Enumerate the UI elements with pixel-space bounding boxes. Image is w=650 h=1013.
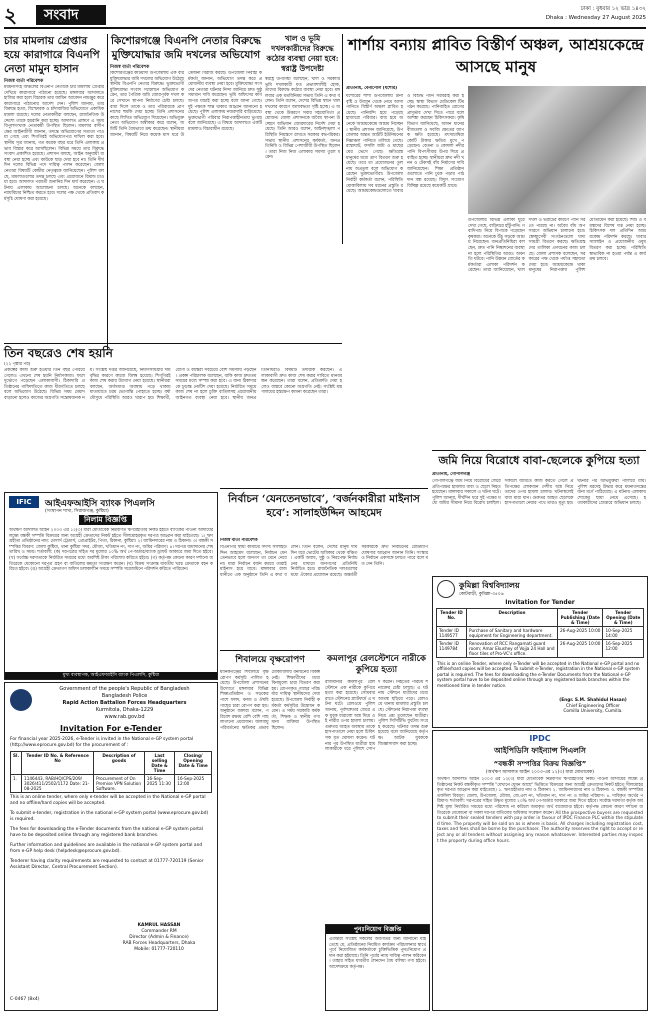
ipdc-sale-notice-ad [432,730,648,1011]
reappointment-notice-ad [325,924,430,1011]
story-5-headline: তিন বছরেও শেষ হয়নি [4,346,113,360]
rab-intro: For financial year 2025-2026, e-Tender is invited in the National e-GP system portal (http://www.eprocure.gov.bd) for the procurement of : [10,737,194,748]
section-rule [220,488,428,489]
university-signature: (Engr. S.M. Shahidul Hasan) Chief Engineering Officer Comilla University, Cumilla. [559,698,627,715]
date-bn: ঢাকা : বুধবার ১২ ভাদ্র ১৪৩২ [580,6,646,12]
date-en: Dhaka : Wednesday 27 August 2025 [545,15,646,21]
rab-ad-code: C-0467 (8x4) [10,997,40,1002]
page-number: ২ [4,3,18,27]
story-1-body: ময়মনসিংহ অঞ্চলের বিএনপি নেতাকে চার মামলায় গ্রেপ্তার দেখিয়ে কারাগারে পাঠানো হয়েছে। মঙ্গলবার আদালতে হাজির করা হলে বিচারক তার জামিন আবেদন নামঞ্জুর করে কারাগারে পাঠানোর আদেশ দেন। পুলিশ জানায়, তার বিরুদ্ধে হত্যা, বিস্ফোরক ও চাঁদাবাজির অভিযোগে একাধিক মামলা রয়েছে। দলের নেতাকর্মীরা বলছেন, রাজনৈতিক উদ্দেশ্যে তাকে হয়রানি করা হচ্ছে। আদালত প্রাঙ্গণে এ সময় বিপুলসংখ্যক নেতাকর্মী উপস্থিত ছিলেন। মামলার বাদীপক্ষের আইনজীবী জানান, তদন্তে অভিযোগের সত্যতা পাওয়া গেছে এবং শিগগিরই অভিযোগপত্র দাখিল করা হবে। স্থানীয় সূত্র জানায়, গত কয়েক বছর ধরে তিনি এলাকায় প্রভাব বিস্তার করে আসছিলেন। বিভিন্ন সময়ে তার বিরুদ্ধে সংবাদ প্রকাশিত হয়েছে। প্রশাসন বলছে, আইন অনুযায়ী ব্যবস্থা নেয়া হচ্ছে এবং কাউকে ছাড় দেয়া হবে না। তিনি দীর্ঘদিন দলের বিভিন্ন পদে দায়িত্ব পালন করেছেন। জেলা নেতারা বিষয়টি কেন্দ্রীয় নেতৃত্বকে জানিয়েছেন। পুলিশ বলছে, মামলাগুলোর তদন্ত চলছে এবং প্রয়োজনে রিমান্ড চাওয়া হবে। আদালত পরবর্তী শুনানির দিন ধার্য করেছেন। এ ঘটনায় এলাকায় আলোচনা চলছে। অনেকে বলছেন, ন্যায়বিচার নিশ্চিত করতে হবে। দলের পক্ষ থেকে প্রতিবাদ কর্মসূচি ঘোষণা করা হয়েছে। [4,85,104,202]
table-row: 1. 1146443, RAB/HQ/CPS/209/ 3026/411/2502/1172 Date: 21-08-2025 Procurement of On Premise VPN Solution Software. 16-Sep-2025 11:30 16-Sep-2025 12:00 [11,775,212,793]
story-6-reporter: নিজস্ব বার্তা পরিবেশক [220,538,258,543]
ipdc-logo: IPDC [529,734,551,743]
story-5-reporter: (২২ পৃষ্ঠার পর) [4,362,31,367]
story-2 [110,34,262,354]
story-6-headline: নির্বাচন ‘যেনতেনভাবে’, ‘বর্জনকারীরা মাইনাস হবে’: সালাহউদ্দিন আহমেদ [228,493,420,519]
rab-org-1: Government of the people's Republic of Bangladesh [59,686,190,692]
story-2-headline: কিশোরগঞ্জে বিএনপি নেতার বিরুদ্ধে মুক্তিযোদ্ধার জমি দখলের অভিযোগ [111,35,261,61]
rab-para-3: The fees for downloading the e-Tender documents from the national e-GP system portal have to be deposited online through any registered bank branches. [10,827,203,838]
university-tender-note: This is an online Tender, where only e-Tender will be accepted in the National e-GP portal and no offline/hard copies will be accepted. To submit e-Tender, registration in the National e-GP system portal is required. The fees for downloading the e-Tender Documents from the National e-GP system portal have to be deposited online through any registered bank branches within the mentioned time in tender notice. [437,661,640,688]
story-1-headline: চার মামলায় গ্রেপ্তার হয়ে কারাগারে বিএনপি নেতা মামুন হাসান [4,35,100,75]
ific-bank-name: আইএফআইসি ব্যাংক পিএলসি [45,499,155,509]
col-divider [107,34,108,350]
ific-footer: মুখ্য ব্যবস্থাপক, আইএফআইসি ব্যাংক পিএলসি, কুষ্টিয়া [5,672,217,679]
ific-sub: (সংস্থাপন শাখা, সিরাজগঞ্জ, কুষ্টিয়া) [45,509,109,514]
story-7-headline: জমি নিয়ে বিরোধে বাবা-ছেলেকে কুপিয়ে হত্যা [438,454,640,467]
ipdc-body: অর্থঋণ আদালত আইন ২০০৩ এর ১২(৩) ধারা মোতাবেক নিম্নবর্ণিত ঋণগ্রহীতার নিকট পাওনা আদায়ের লক্ষ্যে প্রতিষ্ঠানের নিকট বন্ধকীকৃত সম্পত্তি "যেখানে যেমন আছে" ভিত্তিতে বিক্রয়ের জন্য আগ্রহী ক্রেতাদের নিকট হইতে সীলমোহরকৃত দরপত্র আহ্বান করা যাইতেছে। ১. ঋণগ্রহীতার নাম ও ঠিকানা। ২. জামিনদারদের নাম ও ঠিকানা। ৩. বন্ধকী সম্পত্তির তফসিল বিবরণ: জেলা, উপজেলা, মৌজা, জে.এল নং, খতিয়ান নং, দাগ নং ও জমির পরিমাণ। ৪. দাবিকৃত অর্থের পরিমাণ। শর্তাবলী: দরপত্রের সহিত উদ্ধৃত মূল্যের ২০% অর্থ পে-অর্ডার আকারে জমা দিতে হইবে। সর্বোচ্চ দরদাতা কর্তৃক অবশিষ্ট মূল্য নির্ধারিত সময়ের মধ্যে পরিশোধ না করিলে জমাকৃত অর্থ বাজেয়াপ্ত হইবে। কর্তৃপক্ষ কোনো কারণ দর্শানো ব্যতিরেকে যেকোনো বা সকল দরপত্র বাতিলের অধিকার সংরক্ষণ করেন। All the prospective buyers are requested to submit their sealed tenders with pay order in favour of IPDC Finance PLC within the stipulated time. The property will be sold on as is where is basis. All charges including registration cost, taxes and fees shall be borne by the purchaser. The authority reserves the right to accept or reject any or all tenders without assigning any reason whatsoever. Interested parties may inspect the property during office hours. [437,777,643,844]
flood-photo [468,86,646,214]
story-3-body: স্বরাষ্ট্র উপদেষ্টা বলেছেন, খাল ও সরকারি ভূমি দখলকারী যত প্রভাবশালীই হোক, তাদের বিরুদ্ধে কঠোর ব্যবস্থা নেয়া হবে। মঙ্গলবার এক মতবিনিময় সভায় তিনি এ কথা বলেন। তিনি বলেন, দেশের বিভিন্ন স্থানে খাল দখলের কারণে জলাবদ্ধতা সৃষ্টি হচ্ছে। এ অবস্থা থেকে উত্তরণে সবার সহযোগিতা প্রয়োজন। জেলা প্রশাসনকে অবৈধ স্থাপনা উচ্ছেদে অভিযান জোরদারের নির্দেশ দেয়া হয়েছে। তিনি আরও বলেন, আইনশৃঙ্খলা পরিস্থিতি নিয়ন্ত্রণে রাখতে সরকার বদ্ধপরিকর। সভায় স্থানীয় প্রশাসনের কর্মকর্তা, জনপ্রতিনিধি ও বিভিন্ন পেশাজীবী উপস্থিত ছিলেন। তারা নিজ নিজ এলাকার সমস্যা তুলে ধরেন। [265,77,340,161]
story-1-reporter: নিজস্ব বার্তা পরিবেশক [4,79,44,84]
rab-org-2: Bangladesh Police [101,693,148,699]
story-4-body: যশোরের শার্শা উপজেলায় টানা বৃষ্টি ও উজান থেকে নেমে আসা পানিতে বিস্তীর্ণ অঞ্চল প্লাবিত হয়েছে। পানিবন্দি হয়ে পড়েছে হাজারো পরিবার। বাধ্য হয়ে অনেকে আশ্রয়কেন্দ্রে আশ্রয় নিচ্ছেন। স্থানীয় প্রশাসন জানিয়েছে, উপজেলার অন্তত আটটি ইউনিয়নের নিম্নাঞ্চল পানিতে তলিয়ে গেছে। রাস্তাঘাট, ফসলি জমি ও মাছের ঘের ভেসে গেছে। ক্ষতিগ্রস্ত মানুষের মধ্যে ত্রাণ বিতরণ শুরু হয়েছে। তবে তা প্রয়োজনের তুলনায় অপ্রতুল বলে অভিযোগ করেছেন ভুক্তভোগীরা। উপজেলা নির্বাহী কর্মকর্তা বলেন, পরিস্থিতি মোকাবিলায় সব ধরনের প্রস্তুতি রয়েছে। আশ্রয়কেন্দ্রগুলোতে খাবার ও বিশুদ্ধ পানি সরবরাহ করা হচ্ছে। স্বাস্থ্য বিভাগ মেডিকেল টিম গঠন করেছে। পানিবাহিত রোগের প্রাদুর্ভাব দেখা দিতে পারে বলে আশঙ্কা করছেন চিকিৎসকরা। কৃষি বিভাগ জানিয়েছে, আমন ধানের বীজতলা ও সবজি ক্ষেতের ব্যাপক ক্ষতি হয়েছে। মৎস্যচাষিরা কোটি টাকার ক্ষতির মুখে পড়েছেন। বেতনা ও কোদলা নদীর পানি বিপৎসীমার উপর দিয়ে প্রবাহিত হচ্ছে। স্থানীয়রা দ্রুত নদী খনন ও টেকসই বাঁধ নির্মাণের দাবি জানিয়েছেন। শিক্ষা প্রতিষ্ঠানগুলোতে পানি ঢুকে পড়ায় পাঠদান বন্ধ রয়েছে। বিদ্যুৎ সংযোগ বিচ্ছিন্ন রয়েছে কয়েকটি গ্রামে। [346,94,464,195]
university-tender-title: Invitation for Tender [505,599,575,606]
col-divider [342,34,343,244]
ipdc-sub: (অর্থঋণ আদালত আইন ২০০৩-এর ১২(৩) ধারা মোতাবেক) [485,770,595,775]
ific-body: অর্থঋণ আদালত আইন ২০০৩ এর ১২(৩) ধারা মোতাবেক নিম্নবর্ণিত ঋণগ্রহীতার নিকট হইতে ব্যাংকের পাওনা আদায়ের লক্ষ্যে বন্ধকী সম্পত্তি বিক্রয়ের জন্য আগ্রহী ক্রেতাদের নিকট হইতে সীলমোহরকৃত দরপত্র আহ্বান করা যাইতেছে। ১। ঋণগ্রহীতা প্রতিষ্ঠানের নাম: মেসার্স ট্রেডার্স, প্রোপ্রাইটর, পিতা, ঠিকানা, কুষ্টিয়া। ২। জামিনদারের নাম ও ঠিকানা। ৩। বন্ধকী সম্পত্তির বিবরণ: জেলা কুষ্টিয়া, থানা কুষ্টিয়া সদর, মৌজা, খতিয়ান নং, দাগ নং, জমির পরিমাণ। ৪। দরপত্র জমাদানের শেষ তারিখ ও সময়। শর্তাবলী: (ক) দরপত্রের সহিত দর মূল্যের ১০% অর্থ পে-অর্ডার/ব্যাংক ড্রাফট আকারে জমা দিতে হইবে। (খ) সর্বোচ্চ দরদাতাকে নির্ধারিত সময়ের মধ্যে অবশিষ্ট টাকা পরিশোধ করিতে হইবে। (গ) কর্তৃপক্ষ কোনো কারণ দর্শানো ব্যতিরেকে যেকোনো দরপত্র গ্রহণ বা বাতিলের ক্ষমতা সংরক্ষণ করেন। (ঘ) বিক্রয় সংক্রান্ত যাবতীয় খরচ ক্রেতাকে বহন করিতে হইবে। (ঙ) আগ্রহী ক্রেতাগণ অফিস চলাকালীন সময়ে সম্পত্তি সরেজমিনে পরিদর্শন করিতে পারিবেন। [9,528,213,573]
notice-body: এতদ্বারা সংশ্লিষ্ট সকলের অবগতির জন্য জানানো যাইতেছে যে, প্রতিষ্ঠানের নিয়মিত কার্যক্রম পরিচালনার স্বার্থে পূর্বে নিয়োজিত কর্মকর্তাকে চুক্তিভিত্তিক পুনঃনিয়োগ প্রদান করা হইয়াছে। তিনি পূর্বের ন্যায় দায়িত্ব পালন করিবেন। তাহার সহিত যাবতীয় লেনদেন বৈধ বলিয়া গণ্য হইবে। আদেশক্রমে কর্তৃপক্ষ। [329,937,426,970]
masthead [4,4,646,26]
section-rule [432,450,646,451]
table-header-row: Sl. Tender ID No. & Reference No Description of goods Last selling Date & Time Closing/ Opening Date & Time [11,752,212,775]
section-rule [4,343,342,344]
rab-org-4: Kurmitola, Dhaka-1229 [95,707,154,713]
story-6-body: বিএনপির স্থায়ী কমিটির সদস্য সালাহউদ্দিন আহমেদ বলেছেন, নির্বাচন যেনতেনভাবে হলে জনগণ তা মেনে নেবে না। যারা নির্বাচন বর্জন করবে তারাই মাইনাস হয়ে যাবে। মঙ্গলবার রাজধানীতে এক অনুষ্ঠানে তিনি এ কথা বলেন। তিনি বলেন, দেশের মানুষ দীর্ঘদিন ধরে ভোটের অধিকার থেকে বঞ্চিত। একটি অবাধ, সুষ্ঠু ও নিরপেক্ষ নির্বাচনের মাধ্যমে জনগণের প্রতিনিধি নির্বাচিত হবে। রাজনৈতিক দলগুলোর মধ্যে ঐক্যের প্রয়োজন রয়েছে। অন্তর্বর্তী সরকারকে দ্রুত নির্বাচনের রোডম্যাপ ঘোষণার আহ্বান জানান তিনি। সংস্কার ও নির্বাচন একসঙ্গে চলতে পারে বলে মত দেন তিনি। [220,545,428,578]
ific-logo: IFIC [9,496,39,508]
story-3-headline: খাল ও ভূমি দখলকারীদের বিরুদ্ধে কঠোর ব্যবস্থা নেয়া হবে: স্বরাষ্ট্র উপদেষ্টা [266,34,339,73]
story-2-reporter: নিজস্ব বার্তা পরিবেশক [110,65,150,70]
story-7-body: গোপালগঞ্জে জমি নিয়ে বিরোধের জেরে প্রতিপক্ষের হামলায় বাবা ও ছেলে নিহত হয়েছেন। মঙ্গলবার সকালে এ ঘটনা ঘটে। পুলিশ জানায়, দীর্ঘদিন ধরে দুই পক্ষের মধ্যে জমির সীমানা নিয়ে বিরোধ চলছিল। সকালে জমিতে কাজ করতে গেলে প্রতিপক্ষের লোকজন দেশীয় অস্ত্র নিয়ে তাদের ওপর হামলা চালায়। ঘটনাস্থলেই বাবা মারা যান। গুরুতর আহত ছেলেকে হাসপাতালে নেয়ার পথে তারও মৃত্যু হয়। ঘটনার পর অভিযুক্তরা পালিয়ে যায়। পুলিশ মরদেহ উদ্ধার করে ময়নাতদন্তের জন্য মর্গে পাঠিয়েছে। এ ঘটনায় এলাকায় শোকের ছায়া নেমে এসেছে। হত্যাকারীদের গ্রেপ্তারে অভিযান চলছে। [432,479,646,507]
story-8-body: মানিকগঞ্জের শিবালয়ে বৃক্ষরোপণ কর্মসূচি পালিত হয়েছে। উপজেলা প্রশাসনের উদ্যোগে মঙ্গলবার বিভিন্ন শিক্ষাপ্রতিষ্ঠান ও সড়কের পাশে ফলদ, বনজ ও ঔষধি গাছের চারা রোপণ করা হয়। অনুষ্ঠানে বক্তারা বলেন, পরিবেশ রক্ষায় বেশি বেশি গাছ লাগানো প্রয়োজন। জলবায়ু পরিবর্তনের ক্ষতিকর প্রভাব মোকাবিলায় বনায়নের বিকল্প নেই। শিক্ষার্থীদের মধ্যে বিনামূল্যে চারা বিতরণ করা হয়। রোপণকৃত গাছের পরিচর্যার দায়িত্ব স্থানীয়দের দেয়া হয়েছে। উপজেলা নির্বাহী কর্মকর্তা কর্মসূচির উদ্বোধন করেন। এ সময় সরকারি কর্মকর্তা, শিক্ষক ও স্থানীয় গণ্যমান্য ব্যক্তিরা উপস্থিত ছিলেন। [220,670,320,731]
ific-auction-ad [4,492,218,680]
story-9-body: রাজধানীর কমলাপুর রেলস্টেশনে এক নারীকে কুপিয়ে হত্যা করা হয়েছে। সোমবার রাতে স্টেশনের প্ল্যাটফর্মে এ ঘটনা ঘটে। রেলওয়ে পুলিশ জানায়, পূর্বশত্রুতার জেরে এক যুবক ধারালো অস্ত্র দিয়ে ওই নারীর ওপর হামলা চালায়। গুরুতর আহত অবস্থায় তাকে হাসপাতালে নেয়া হলে চিকিৎসক মৃত ঘোষণা করেন। ঘটনার পর উপস্থিত যাত্রীরা হামলাকারীকে ধরে পুলিশে সোপর্দ করেন। নিহতের পরিচয় শনাক্তের চেষ্টা চলছে। এ ঘটনায় স্টেশনে যাত্রীদের মধ্যে আতঙ্ক ছড়িয়ে পড়ে। রেলওয়ে থানায় মামলার প্রস্তুতি চলছে। স্টেশনের নিরাপত্তা ব্যবস্থা নিয়ে প্রশ্ন তুলেছেন যাত্রীরা। পুলিশ সিসিটিভি ফুটেজ সংগ্রহ করেছে। ঘটনার তদন্ত শুরু হয়েছে বলে জানিয়েছে কর্তৃপক্ষ। আটক যুবককে জিজ্ঞাসাবাদ করা হচ্ছে। [325,680,428,753]
masthead-rule [4,27,646,29]
table-header-row: Tender ID No. Description Tender Publishing (Date & Time) Tender Opening (Date & Time) [437,609,644,627]
ific-notice-title: নিলাম বিজ্ঞপ্তি [79,515,132,525]
rab-etender-ad [4,682,218,1011]
rab-para-1: This is an online tender, where only e-tender will be accepted in the National e-GP portal and no offline/hard copies will be accepted. [10,795,206,806]
story-7-reporter: প্রতিনিধি, গোপালগঞ্জ [432,472,470,477]
rab-para-5: Tenderer having clarity requirements are requested to contact at 01777-720119 (Senior Assistant Director, Central Procurement Section). [10,859,204,870]
story-8-headline: শিবালয়ে বৃক্ষরোপণ [235,655,305,665]
university-tender-table [436,608,644,658]
rab-tender-table [10,751,212,793]
story-5-body: প্রকল্পের কাজ শুরু হওয়ার তিন বছর পেরিয়ে গেলেও এখনো শেষ হয়নি নির্মাণকাজ। ফলে দুর্ভোগে পড়েছেন এলাকাবাসী। ঠিকাদারি প্রতিষ্ঠানের গাফিলতিতে কাজ ধীরগতিতে চলছে বলে অভিযোগ উঠেছে। বিভিন্ন সময় মেয়াদ বাড়ানো হলেও কাজের অগ্রগতি সন্তোষজনক নয়। সংশ্লিষ্ট দপ্তর জানিয়েছে, নির্মাণসামগ্রীর দাম বৃদ্ধির কারণে কাজে বিলম্ব হয়েছে। শিগগিরই কাজ শেষ করার উদ্যোগ নেয়া হয়েছে। স্থানীয়রা বলছেন, অর্ধসমাপ্ত অবস্থায় পড়ে থাকায় যাতায়াতে চরম ভোগান্তি পোহাতে হচ্ছে। বর্ষা মৌসুমে পরিস্থিতি আরও খারাপ হয়। শিক্ষার্থী, রোগী ও বয়স্করা সবচেয়ে বেশি সমস্যায় পড়ছেন। প্রকল্প পরিচালক বলেছেন, বাকি কাজ দ্রুততম সময়ের মধ্যে সম্পন্ন করা হবে। এ জন্য ঠিকাদারকে চূড়ান্ত নোটিশ দেয়া হয়েছে। নির্ধারিত সময়ে কাজ শেষ না হলে চুক্তি বাতিলসহ প্রয়োজনীয় আইনগত ব্যবস্থা নেয়া হবে। স্থানীয় জনপ্রতিনিধিরাও বিষয়টি তদারকি করছেন। এলাকাবাসী দ্রুত কাজ শেষ করার দাবিতে মানববন্ধন করেছেন। তারা বলেন, প্রতিশ্রুতি দেয়া হলেও বাস্তবে কোনো অগ্রগতি নেই। সংশ্লিষ্ট মন্ত্রণালয়ের হস্তক্ষেপ কামনা করেছেন তারা। [4,368,342,401]
story-4-headline: শার্শায় বন্যায় প্লাবিত বিস্তীর্ণ অঞ্চল, আশ্রয়কেন্দ্রে আসছে মানুষ [348,35,644,76]
table-row: Tender ID 1149784 Renovation of RCC Rangamati guard room; Amar Ekushey of Vojja 24 Hall and floor tiles of Pro-VC's office. 26-Aug-2025 10:00 16-Sep-2025 12:00 [437,640,644,658]
table-row: Tender ID 1149577 Purchase of Sanitary and hardware equipment for Engineering department. 26-Aug-2025 10:00 10-Sep-2025 14:00 [437,627,644,640]
ipdc-title: “বন্ধকী সম্পত্তির বিক্রয় বিজ্ঞপ্তি” [493,760,587,768]
story-1 [4,34,104,359]
paper-logo: সংবাদ [36,5,106,25]
rab-para-2: To submit e-tender, registration in the national e-GP system portal (www.eprocure.gov.bd) is required. [10,811,209,822]
story-4-body-cont: উপজেলার বিভিন্ন এলাকা ঘুরে দেখা গেছে, বাড়িঘরে হাঁটুপানি। গবাদিপশু নিয়ে বিপাকে পড়েছেন কৃষকরা। অনেকে উঁচু সড়কে আশ্রয় নিয়েছেন। জনপ্রতিনিধিরা বলছেন, দ্রুত পানি নিষ্কাশনের ব্যবস্থা না হলে পরিস্থিতির আরও অবনতি ঘটবে। পানি উন্নয়ন বোর্ডের কর্মকর্তারা এলাকা পরিদর্শন করেছেন। তারা জানিয়েছেন, খাল দখল ও ভরাটের কারণে পানি সরতে পারছে না। অবৈধ বাঁধ অপসারণে অভিযান চালানো হবে। স্বেচ্ছাসেবী সংগঠনগুলো খাদ্যসামগ্রী বিতরণ করছে। ক্ষতিগ্রস্তদের তালিকা প্রণয়নের কাজ চলছে। জেলা প্রশাসক বলেছেন, সরকারের পক্ষ থেকে পর্যাপ্ত সহায়তা দেয়া হবে। আশ্রয়কেন্দ্রে থাকা মানুষের নিরাপত্তায় পুলিশ মোতায়েন করা হয়েছে। শিশু ও বয়স্কদের বিশেষ যত্ন নেয়া হচ্ছে। চিকিৎসক দল প্রতিদিন আশ্রয়কেন্দ্র পরিদর্শন করছে। খাবার স্যালাইন ও প্রয়োজনীয় ওষুধ বিতরণ করা হচ্ছে। পরিস্থিতি স্বাভাবিক না হওয়া পর্যন্ত এ কার্যক্রম চলবে। [468,218,646,274]
story-4-reporter: প্রতিনিধি, বেনাপোল (যশোর) [346,86,398,91]
university-tender-ad [432,576,648,728]
university-logo [437,580,455,598]
rab-para-4: Further information and guidelines are available in the national e-GP system portal and from e-GP help desk (helpdesk@eprocure.gov.bd). [10,843,203,854]
rab-org-3: Rapid Action Battalion Forces Headquarters [62,700,187,706]
ipdc-name: আইপিডিসি ফাইন্যান্স পিএলসি [494,746,586,755]
section-rule [220,650,320,651]
rab-website[interactable]: www.rab.gov.bd [104,714,145,720]
rab-signature: KAMRUL HASSAN Commander RM Director (Admin & Finance) RAB Forces Headquarters, Dhaka Mobile: 01777-720110 [122,923,196,952]
story-9-headline: কমলাপুর রেলস্টেশনে নারীকে কুপিয়ে হত্যা [327,654,426,675]
university-name: কুমিল্লা বিশ্ববিদ্যালয় [459,581,520,590]
university-address: কোটবাড়ী, কুমিল্লা-৩৫০৬ [459,592,504,597]
story-3 [265,34,340,354]
rab-logo [10,689,32,711]
story-2-body: কিশোরগঞ্জের কটিয়াদী উপজেলায় এক বীর মুক্তিযোদ্ধার জমি দখলের অভিযোগ উঠেছে স্থানীয় বিএনপি নেতার বিরুদ্ধে। ভুক্তভোগী মুক্তিযোদ্ধা সংবাদ সম্মেলনে অভিযোগ করেন, তার পৈত্রিক জমি জোরপূর্বক দখল করে সেখানে স্থাপনা নির্মাণের চেষ্টা চলছে। বাধা দিলে তাকে ও তার পরিবারকে প্রাণনাশের হুমকি দেয়া হচ্ছে। তিনি প্রশাসনের কাছে লিখিত অভিযোগ দিয়েছেন। অভিযুক্ত নেতা অভিযোগ অস্বীকার করে বলেন, জমিটি তিনি বৈধভাবে ক্রয় করেছেন। স্থানীয়রা জানান, বিষয়টি নিয়ে কয়েক মাস ধরে উত্তেজনা বিরাজ করছে। উপজেলা নির্বাহী কর্মকর্তা জানান, অভিযোগ তদন্ত করে প্রয়োজনীয় ব্যবস্থা নেয়া হবে। মুক্তিযোদ্ধা সংসদের নেতারা ঘটনার নিন্দা জানিয়ে দ্রুত সুষ্ঠু সমাধান দাবি করেছেন। ভূমি অফিসের কাগজপত্র যাচাই করা হচ্ছে বলে জানা গেছে। দুই পক্ষকে শান্ত থাকার আহ্বান জানানো হয়েছে। পুলিশ এলাকায় নজরদারি বাড়িয়েছে। ভুক্তভোগী পরিবার নিরাপত্তাহীনতায় ভুগছে বলে জানিয়েছে। এ বিষয়ে আদালতে একটি মামলাও বিচারাধীন রয়েছে। [110,71,262,138]
notice-title: পুনঃনিয়োগ বিজ্ঞপ্তি [326,925,429,934]
rab-title: Invitation For e-Tender [60,724,162,733]
